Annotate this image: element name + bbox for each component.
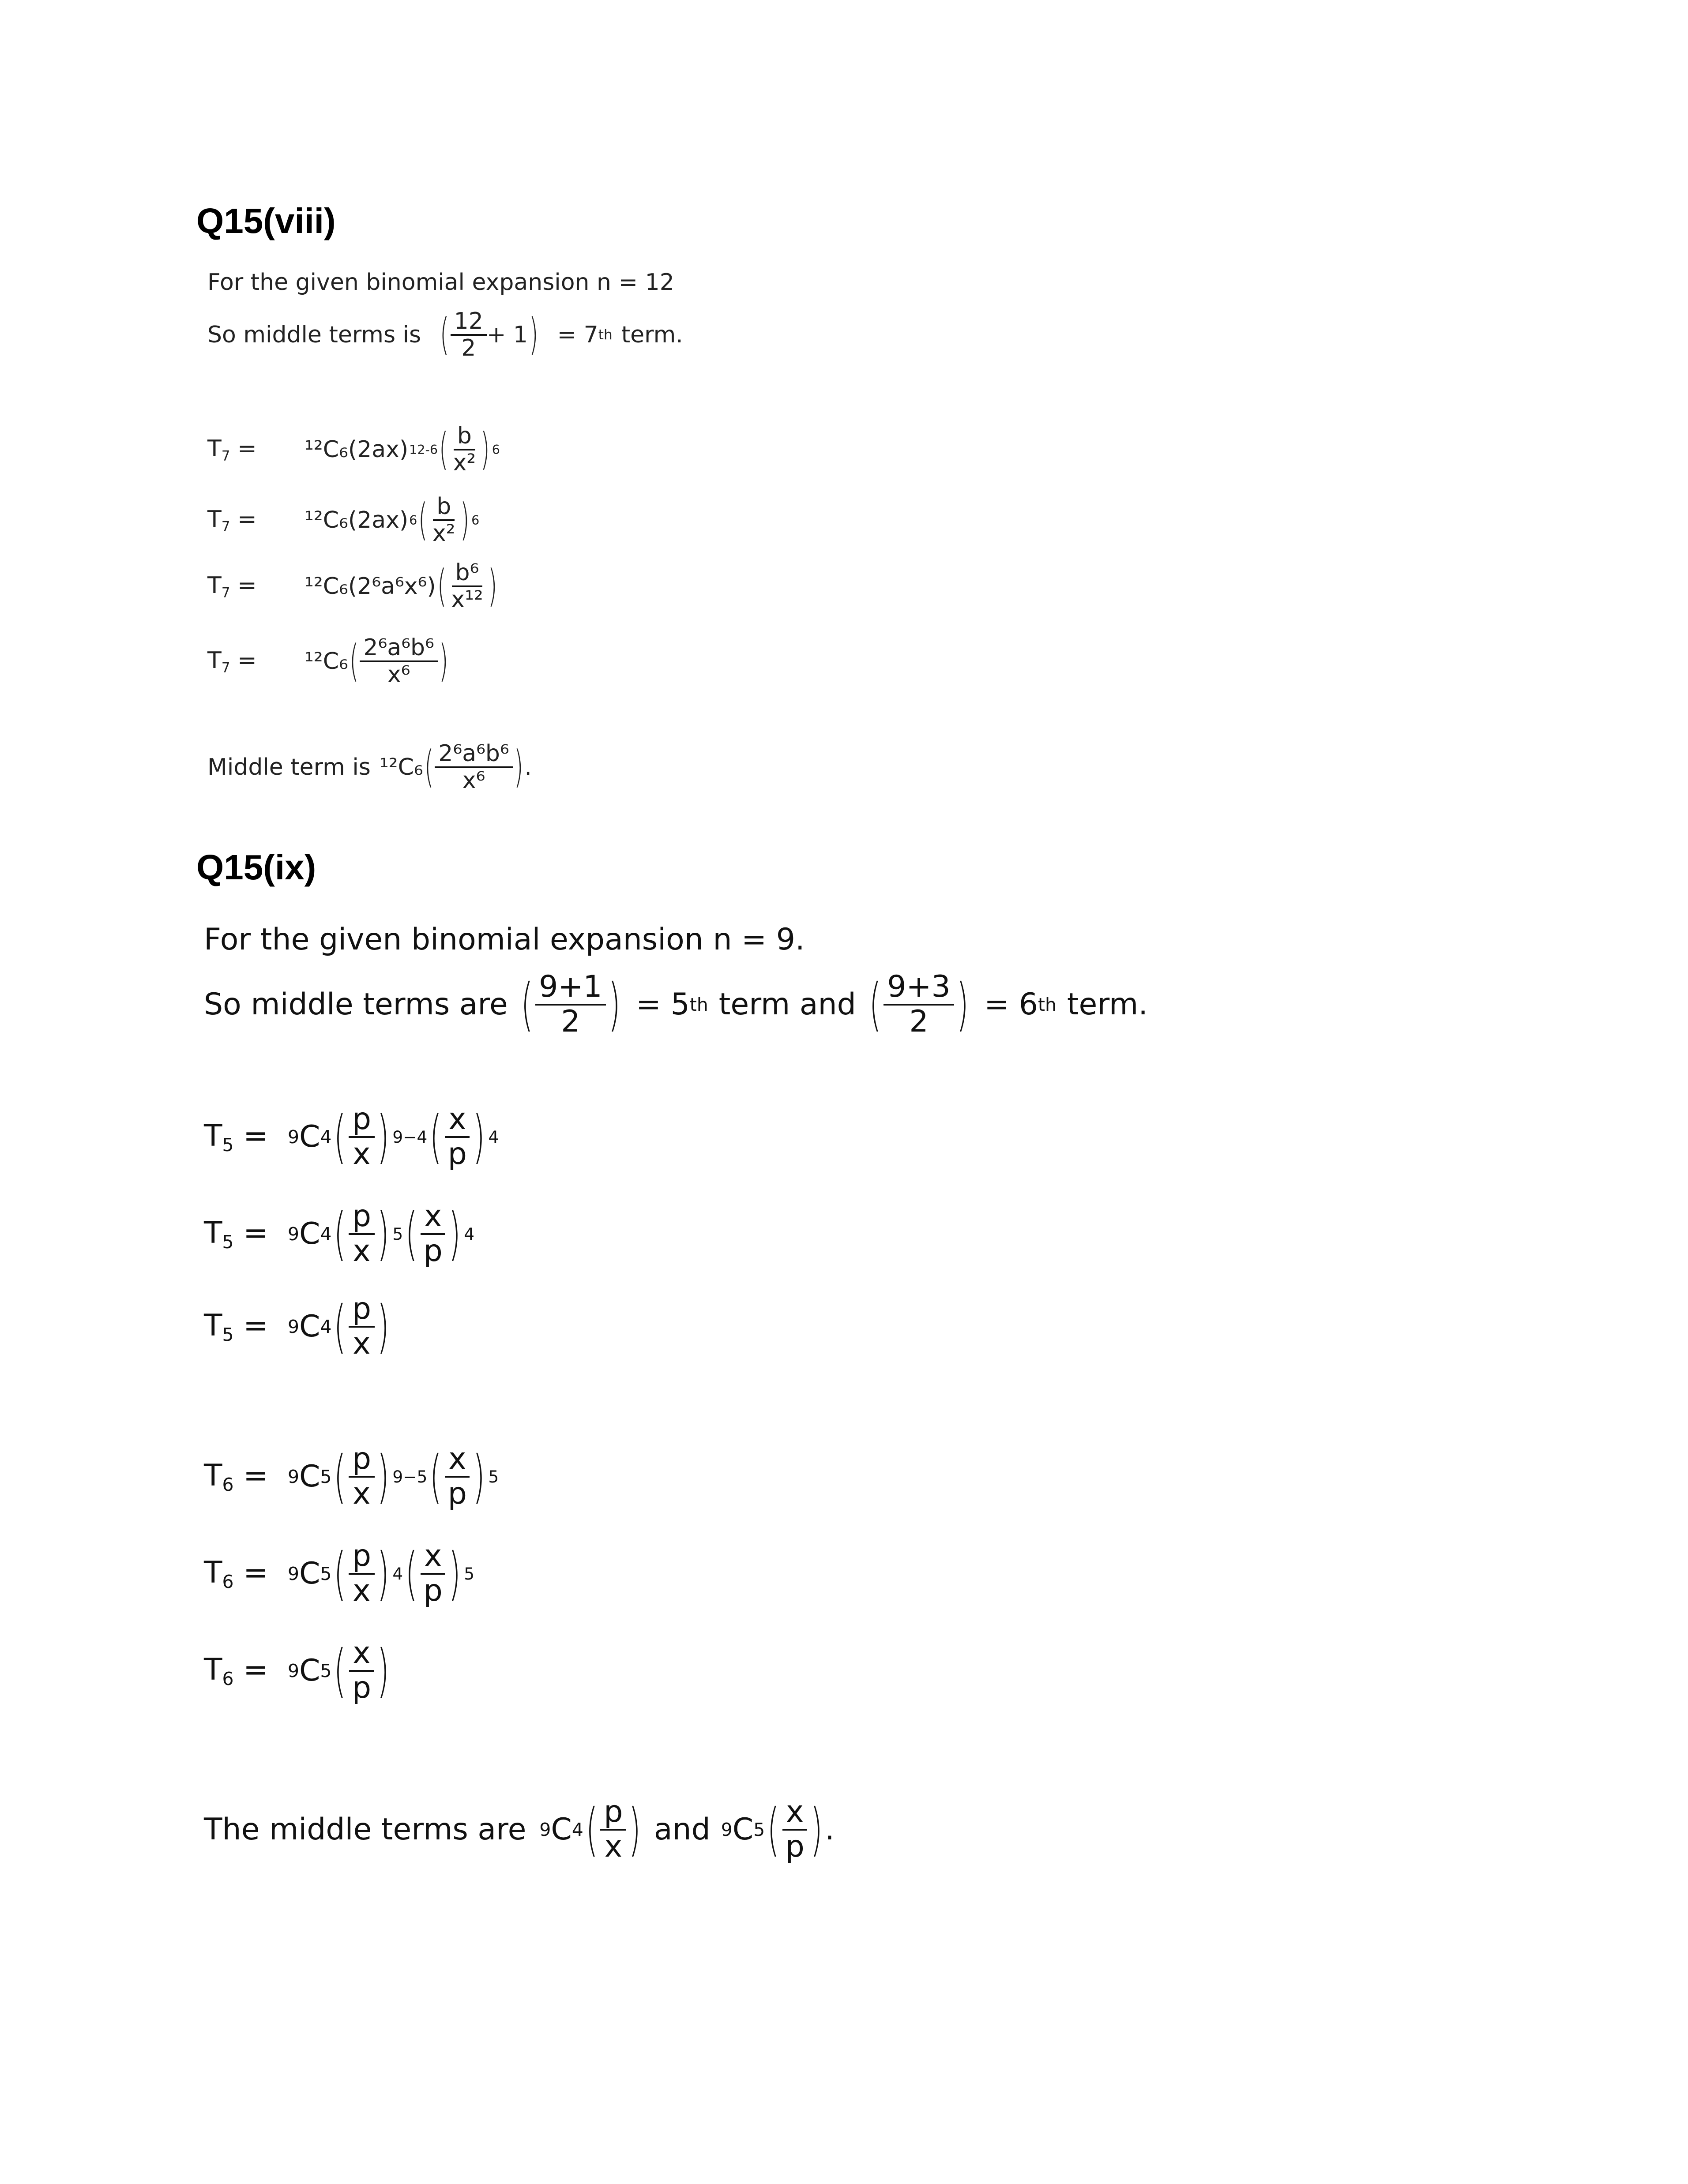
fraction [360, 635, 438, 687]
frac-den: p [447, 1476, 467, 1511]
ix-t5-step-3: $T_5$ = 9 C 4 ( $\frac{p}{x}$ ) [204, 1291, 390, 1361]
final-prefix: Middle term is [207, 754, 371, 781]
frac-den: p [423, 1233, 443, 1268]
t-symbol: T [207, 647, 222, 674]
exponent: 5 [464, 1564, 474, 1584]
period: . [524, 754, 532, 781]
c-subscript: 4 [571, 1819, 583, 1840]
t-symbol: T [204, 1555, 222, 1590]
frac-num: p [349, 1443, 375, 1478]
c-subscript: 4 [320, 1126, 332, 1148]
c-subscript: 5 [320, 1466, 332, 1487]
viii-intro-text: For the given binomial expansion n = 12 [207, 269, 674, 296]
c-symbol: C [299, 1216, 320, 1252]
frac-num: b⁶ [452, 560, 483, 587]
c-symbol: C [299, 1556, 320, 1591]
equals-seven: = 7 [557, 322, 598, 349]
outer-exponent: 6 [471, 513, 480, 528]
term-word: term. [621, 322, 683, 349]
frac-num: x [782, 1796, 807, 1831]
equals: = [243, 1555, 269, 1590]
frac-den: x [353, 1136, 371, 1171]
t-subscript: 6 [222, 1474, 234, 1495]
viii-step-1: $T_7$ = ¹²C₆(2ax) 12-6 ( $\frac{b}{\text{x²}}$ ) 6 [207, 423, 500, 477]
t-symbol: T [207, 506, 222, 533]
exponent: 5 [488, 1467, 499, 1486]
fraction-p-over-x [349, 1103, 375, 1171]
frac-num: x [349, 1637, 374, 1672]
frac-den: p [447, 1136, 467, 1171]
fraction [435, 741, 513, 793]
ix-t6-step-3: $T_6$ = 9 C 5 ( $\frac{x}{p}$ ) [204, 1636, 390, 1705]
viii-step-3: $T_7$ = ¹²C₆(2⁶a⁶x⁶) ( $\frac{\text{b⁶}}{\text{x¹²}}$ ) [207, 559, 497, 613]
frac-den: p [423, 1573, 443, 1608]
frac-num: 9+3 [883, 971, 954, 1006]
viii-final-line: Middle term is ¹²C₆ ( $\frac{\text{2⁶a⁶b⁶}}{\text{x⁶}}$ ) . [207, 740, 532, 794]
t-subscript: 7 [221, 448, 230, 464]
equals: = [237, 506, 257, 533]
frac-num: 9+1 [535, 971, 606, 1006]
frac-num: 2⁶a⁶b⁶ [435, 741, 513, 768]
heading-q15-ix: Q15(ix) [196, 848, 316, 887]
frac-den: 2 [561, 1004, 580, 1039]
t-symbol: T [207, 435, 222, 462]
fraction-p-over-x [349, 1293, 375, 1361]
fraction [450, 424, 480, 476]
fraction-p-over-x [349, 1200, 375, 1268]
frac-den: x [353, 1476, 371, 1511]
t-symbol: T [204, 1308, 222, 1343]
exponent: 5 [392, 1224, 403, 1244]
fraction-p-over-x [349, 1540, 375, 1608]
c-symbol: C [299, 1309, 320, 1344]
t-subscript: 7 [221, 585, 230, 601]
th-superscript: th [598, 327, 613, 343]
viii-intro-line-2: So middle terms is ( $\frac{12}{2}$ + 1 ) = 7 th term. [207, 308, 683, 362]
equals: = [243, 1458, 269, 1493]
frac-num: p [349, 1293, 375, 1328]
fraction-x-over-p [444, 1443, 470, 1511]
c-symbol: C [299, 1459, 320, 1494]
equals: = [237, 435, 257, 462]
fraction-x-over-p [420, 1200, 446, 1268]
ix-t6-step-2: $T_6$ = 9 C 5 ( $\frac{p}{x}$ ) 4 ( $\frac{x}{p}$ ) 5 [204, 1539, 474, 1608]
coefficient: ¹²C₆ [305, 648, 348, 675]
exponent: 4 [392, 1564, 403, 1584]
exponent: 4 [464, 1224, 474, 1244]
exponent: 12-6 [409, 442, 438, 458]
t-symbol: T [204, 1118, 222, 1153]
frac-num: p [349, 1540, 375, 1575]
c-prefix: 9 [288, 1660, 299, 1681]
viii-intro2-fraction [451, 309, 487, 361]
fraction-x-over-p [444, 1103, 470, 1171]
frac-num: p [349, 1103, 375, 1138]
t-symbol: T [204, 1458, 222, 1493]
viii-step-2: $T_7$ = ¹²C₆(2ax) 6 ( $\frac{b}{\text{x²}}$ ) 6 [207, 493, 480, 547]
fraction [429, 494, 459, 546]
c-symbol: C [551, 1812, 572, 1847]
ix-intro2-prefix: So middle terms are [204, 987, 508, 1022]
c-prefix: 9 [288, 1316, 299, 1337]
ix-final-line: The middle terms are 9 C 4 ( $\frac{p}{x}$ ) and 9 C 5 ( $\frac{x}{p}$ ) . [204, 1794, 835, 1864]
fraction-9-plus-3 [883, 971, 954, 1039]
t-symbol: T [204, 1652, 222, 1687]
fraction-x-over-p [782, 1796, 808, 1864]
frac-num: x [421, 1200, 445, 1235]
frac-den: p [785, 1829, 805, 1864]
ix-intro-text: For the given binomial expansion n = 9. [204, 922, 805, 957]
frac-num: b [454, 424, 475, 450]
c-prefix: 9 [288, 1126, 299, 1148]
frac-num: 2⁶a⁶b⁶ [360, 635, 438, 662]
c-subscript: 5 [753, 1819, 765, 1840]
and-word: and [654, 1812, 711, 1847]
frac-den: x [353, 1233, 371, 1268]
fraction-x-over-p [420, 1540, 446, 1608]
frac-den: x [353, 1573, 371, 1608]
frac-den: x [604, 1829, 622, 1864]
c-prefix: 9 [288, 1223, 299, 1245]
coefficient: ¹²C₆ [379, 754, 423, 781]
c-subscript: 5 [320, 1563, 332, 1584]
t-symbol: T [207, 572, 222, 599]
t-subscript: 7 [221, 660, 230, 676]
frac-num: 12 [451, 309, 487, 336]
th-superscript: th [1038, 994, 1056, 1015]
frac-num: p [349, 1200, 375, 1235]
t-subscript: 7 [221, 518, 230, 535]
t-subscript: 6 [222, 1571, 234, 1592]
fraction [447, 560, 486, 612]
equals: = [237, 572, 257, 599]
ix-t5-step-2: $T_5$ = 9 C 4 ( $\frac{p}{x}$ ) 5 ( $\frac{x}{p}$ ) 4 [204, 1199, 474, 1268]
frac-den: p [352, 1670, 371, 1705]
frac-den: 2 [909, 1004, 929, 1039]
equals: = [243, 1215, 269, 1250]
period: . [825, 1812, 835, 1847]
c-subscript: 5 [320, 1660, 332, 1681]
frac-num: x [445, 1443, 470, 1478]
c-prefix: 9 [288, 1466, 299, 1487]
equals-five: = 5 [636, 987, 690, 1022]
frac-den: x¹² [451, 586, 483, 613]
exponent: 9−4 [392, 1127, 428, 1147]
frac-num: p [600, 1796, 626, 1831]
frac-num: x [421, 1540, 445, 1575]
equals: = [243, 1652, 269, 1687]
frac-den: x² [453, 450, 476, 477]
frac-num: x [445, 1103, 470, 1138]
c-prefix: 9 [288, 1563, 299, 1584]
coefficient: ¹²C₆(2⁶a⁶x⁶) [305, 573, 436, 600]
equals-six: = 6 [984, 987, 1038, 1022]
term-and: term and [718, 987, 856, 1022]
fraction-p-over-x [349, 1443, 375, 1511]
ix-t5-step-1: $T_5$ = 9 C 4 ( $\frac{p}{x}$ ) 9−4 ( $\frac{x}{p}$ ) 4 [204, 1102, 499, 1171]
t-subscript: 5 [222, 1231, 234, 1253]
c-symbol: C [732, 1812, 754, 1847]
frac-num: b [433, 494, 455, 521]
term-end: term. [1067, 987, 1148, 1022]
heading-q15-viii: Q15(viii) [196, 201, 336, 240]
viii-step-4: $T_7$ = ¹²C₆ ( $\frac{\text{2⁶a⁶b⁶}}{\text{x⁶}}$ ) [207, 634, 448, 688]
frac-den: x⁶ [462, 767, 485, 794]
frac-den: x⁶ [387, 661, 410, 688]
final-prefix: The middle terms are [204, 1812, 526, 1847]
ix-intro-line-2: So middle terms are ( $\frac{9+1}{2}$ ) = 5 th term and ( $\frac{9+3}{2}$ ) = 6 th term. [204, 969, 1148, 1039]
t-subscript: 5 [222, 1134, 234, 1156]
equals: = [243, 1308, 269, 1343]
th-superscript: th [689, 994, 708, 1015]
t-subscript: 5 [222, 1324, 234, 1345]
exponent: 6 [409, 513, 417, 528]
plus-one: + 1 [486, 322, 528, 349]
frac-den: 2 [461, 335, 476, 362]
ix-t6-step-1: $T_6$ = 9 C 5 ( $\frac{p}{x}$ ) 9−5 ( $\frac{x}{p}$ ) 5 [204, 1441, 499, 1511]
equals: = [237, 647, 257, 674]
fraction-9-plus-1 [535, 971, 606, 1039]
c-prefix: 9 [721, 1819, 733, 1840]
t-subscript: 6 [222, 1668, 234, 1689]
viii-intro-line-1 [207, 269, 674, 296]
viii-intro2-prefix: So middle terms is [207, 322, 421, 349]
t-symbol: T [204, 1215, 222, 1250]
frac-den: x [353, 1326, 371, 1361]
ix-intro-line-1 [204, 922, 805, 957]
c-subscript: 4 [320, 1223, 332, 1245]
c-subscript: 4 [320, 1316, 332, 1337]
c-symbol: C [299, 1653, 320, 1689]
fraction-x-over-p [349, 1637, 375, 1705]
fraction-p-over-x [600, 1796, 626, 1864]
c-prefix: 9 [539, 1819, 551, 1840]
coefficient: ¹²C₆(2ax) [305, 436, 409, 463]
frac-den: x² [432, 520, 455, 547]
exponent: 9−5 [392, 1467, 428, 1486]
c-symbol: C [299, 1119, 320, 1155]
outer-exponent: 6 [492, 442, 500, 458]
equals: = [243, 1118, 269, 1153]
exponent: 4 [488, 1127, 499, 1147]
coefficient: ¹²C₆(2ax) [305, 507, 409, 534]
